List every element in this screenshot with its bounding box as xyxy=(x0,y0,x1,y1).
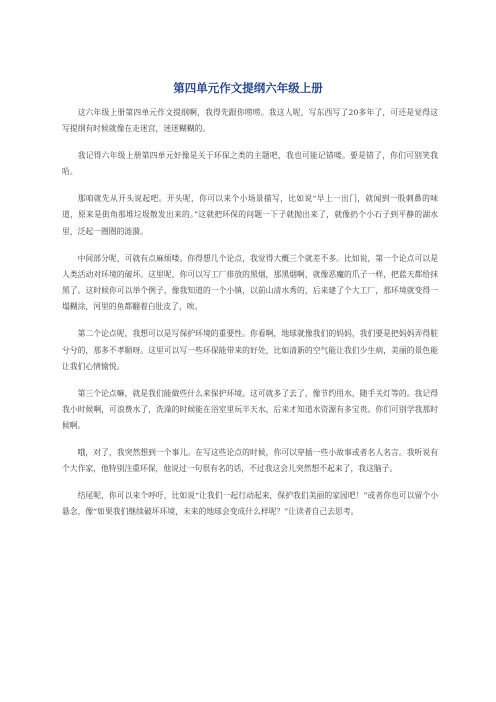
paragraph-8: 结尾呢，你可以来个呼吁，比如说“让我们一起行动起来，保护我们美丽的家园吧！”或者你也可以留个小悬念，像“如果我们继续破坏环境，未来的地球会变成什么样呢？”让读者自己去思考。 xyxy=(62,491,438,517)
paragraph-5: 第二个论点呢，我想可以是写保护环境的重要性。你看啊，地球就像我们的妈妈，我们要是把妈妈弄得脏兮兮的，那多不孝顺呀。这里可以写一些环保能带来的好处，比如清新的空气能让我们少生病，美丽的景色能让我们心情愉悦。 xyxy=(62,329,438,371)
paragraph-7: 哦，对了，我突然想到一个事儿。在写这些论点的时候，你可以穿插一些小故事或者名人名言。我听说有个大作家，他特别注重环保，他说过一句很有名的话，不过我这会儿突然想不起来了，我这脑子。 xyxy=(62,448,438,474)
paragraph-1: 这六年级上册第四单元作文提纲啊，我得先跟你唠唠。我这人呢，写东西写了20多年了，可还是觉得这写提纲有时候就像在走迷宫，迷迷糊糊的。 xyxy=(62,108,438,134)
paragraph-6: 第三个论点嘛，就是我们能做些什么来保护环境。这可就多了去了，像节约用水，随手关灯等的。我记得我小时候啊，可浪费水了，洗澡的时候能在浴室里玩半天水，后来才知道水资源有多宝贵。你们可别学我那时候啊。 xyxy=(62,388,438,431)
document-body xyxy=(62,105,438,531)
paragraph-4: 中间部分呢，可就有点麻烦喽。你得想几个论点，我觉得大概三个就差不多。比如说，第一个论点可以是人类活动对环境的破坏。这里呢，你可以写工厂排放的黑烟，那黑烟啊，就像恶魔的爪子一样，把蓝天都给抹黑了。这时候你可以举个例子，像我知道的一个小镇，以前山清水秀的，后来建了个大工厂，那环境就变得一塌糊涂，河里的鱼都翻着白肚皮了，唉。 xyxy=(62,253,438,312)
document-title: 第四单元作文提纲六年级上册 xyxy=(173,81,323,95)
paragraph-3: 那咱就先从开头说起吧。开头呢，你可以来个小场景描写，比如说“早上一出门，就闻到一股刺鼻的味道，原来是街角那堆垃圾散发出来的。”这就把环保的问题一下子就抛出来了，就像扔个小石子到平静的湖水里，泛起一圈圈的涟漪。 xyxy=(62,194,438,236)
paragraph-2: 我记得六年级上册第四单元好像是关于环保之类的主题吧，我也可能记错喽。要是错了，你们可别笑我哈。 xyxy=(62,151,438,177)
